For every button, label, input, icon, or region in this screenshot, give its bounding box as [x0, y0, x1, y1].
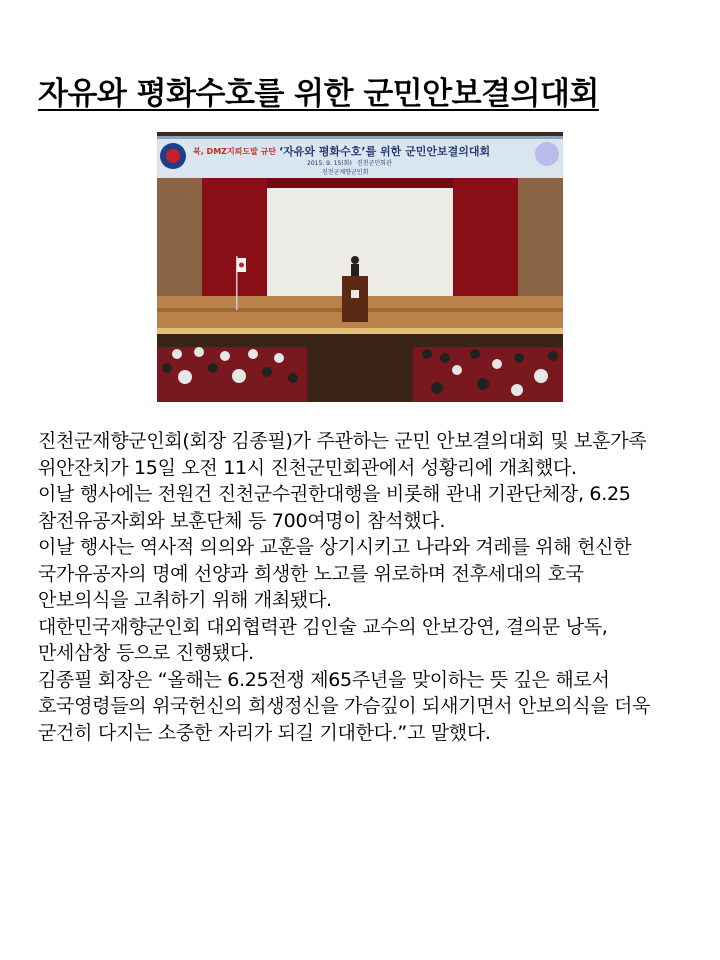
paragraph: 이날 행사는 역사적 의의와 교훈을 상기시키고 나라와 겨레를 위해 헌신한 국가유공자의 명예 선양과 희생한 노고를 위로하며 전후세대의 호국 안보의식을 고취하기 위해 개최됐다.	[38, 536, 632, 611]
article-title: 자유와 평화수호를 위한 군민안보결의대회	[38, 76, 599, 112]
banner-left-text: 북, DMZ지뢰도발 규탄	[193, 147, 277, 156]
banner-venue-text: 진천군민회관	[357, 160, 392, 167]
article-body	[38, 428, 664, 746]
banner-main-text: ‘자유와 평화수호’를 위한 군민안보결의대회	[279, 145, 491, 158]
paragraph: 이날 행사에는 전원건 진천군수권한대행을 비롯해 관내 기관단체장, 6.25 참전유공자회와 보훈단체 등 700여명이 참석했다.	[38, 483, 631, 532]
paragraph: 대한민국재향군인회 대외협력관 김인술 교수의 안보강연, 결의문 낭독, 만세삼창 등으로 진행됐다.	[38, 615, 608, 664]
banner-host-text: 진천군재향군인회	[322, 169, 369, 176]
banner-date-text: 2015. 9. 15(화)	[307, 160, 352, 167]
paragraph: 김종필 회장은 “올해는 6.25전쟁 제65주년을 맞이하는 뜻 깊은 해로서 호국영령들의 위국헌신의 희생정신을 가슴깊이 되새기면서 안보의식을 더욱 굳건히 다지는 소중한 자리가 되길 기대한다.”고 말했다.	[38, 668, 651, 744]
paragraph: 진천군재향군인회(회장 김종필)가 주관하는 군민 안보결의대회 및 보훈가족 위안잔치가 15일 오전 11시 진천군민회관에서 성황리에 개최했다.	[38, 430, 647, 479]
event-photo	[157, 132, 563, 402]
